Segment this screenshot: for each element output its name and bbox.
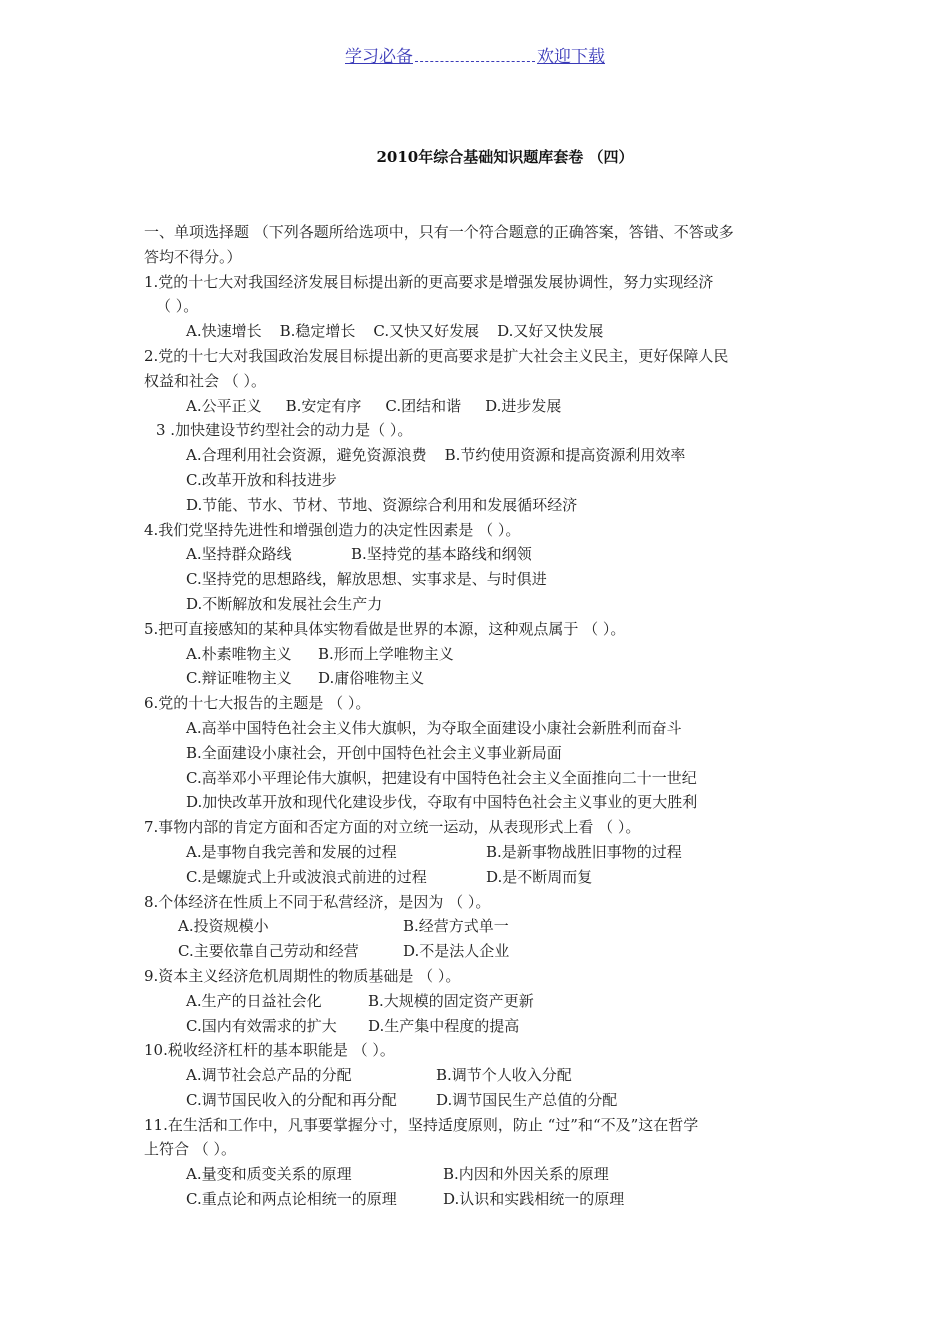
- option-b: B.内因和外因关系的原理: [443, 1165, 609, 1184]
- option-c: C.重点论和两点论相统一的原理: [186, 1190, 397, 1209]
- question-4-stem: 4.我们党坚持先进性和增强创造力的决定性因素是 （ ）。: [144, 520, 521, 539]
- option-a: A.快速增长: [186, 322, 262, 341]
- document-title: 2010年综合基础知识题库套卷 （四）: [376, 148, 634, 166]
- question-2-stem-cont: 权益和社会 （ ）。: [144, 371, 267, 390]
- question-1-stem: 1.党的十七大对我国经济发展目标提出新的更高要求是增强发展协调性，努力实现经济: [144, 272, 714, 291]
- option-b: B.稳定增长: [279, 322, 356, 341]
- option-d: D.是不断周而复: [486, 867, 593, 886]
- question-8-options-ab: [144, 914, 814, 939]
- option-d: D.不是法人企业: [403, 942, 510, 961]
- question-6-option-b: B.全面建设小康社会，开创中国特色社会主义事业新局面: [186, 743, 562, 762]
- question-1-options: [144, 319, 814, 344]
- question-7-options-cd: [144, 865, 814, 890]
- question-11-options-ab: [144, 1162, 814, 1187]
- header-left-text: 学习必备: [345, 47, 413, 67]
- option-c: C.调节国民收入的分配和再分配: [186, 1090, 397, 1109]
- question-4-options-ab: [144, 542, 814, 567]
- question-6-stem: 6.党的十七大报告的主题是 （ ）。: [144, 694, 371, 713]
- question-5-options-cd: [144, 666, 814, 691]
- question-9-options-cd: [144, 1014, 814, 1039]
- question-8-options-cd: [144, 939, 814, 964]
- option-c: C.又快又好发展: [373, 322, 480, 341]
- option-b: B.节约使用资源和提高资源利用效率: [444, 446, 686, 465]
- header-dash-line: [415, 49, 535, 62]
- option-a: A.公平正义: [186, 396, 262, 415]
- option-b: B.坚持党的基本路线和纲领: [351, 545, 532, 564]
- question-11-stem: 11.在生活和工作中，凡事要掌握分寸，坚持适度原则，防止 “过”和“不及”这在哲学: [144, 1115, 699, 1134]
- question-10-stem: 10.税收经济杠杆的基本职能是 （ ）。: [144, 1041, 395, 1060]
- option-c: C.团结和谐: [385, 396, 462, 415]
- question-7-stem: 7.事物内部的肯定方面和否定方面的对立统一运动，从表现形式上看 （ ）。: [144, 818, 641, 837]
- question-1-stem-cont: （ ）。: [156, 297, 199, 316]
- option-b: B.调节个人收入分配: [436, 1066, 572, 1085]
- option-a: A.调节社会总产品的分配: [186, 1066, 352, 1085]
- question-11-options-cd: [144, 1187, 814, 1212]
- question-9-stem: 9.资本主义经济危机周期性的物质基础是 （ ）。: [144, 966, 461, 985]
- option-d: D.庸俗唯物主义: [318, 669, 425, 688]
- question-5-options-ab: [144, 642, 814, 667]
- question-11-stem-cont: 上符合 （ ）。: [144, 1140, 237, 1159]
- option-a: A.量变和质变关系的原理: [186, 1165, 352, 1184]
- question-3-options-ab: [144, 443, 814, 468]
- question-2-stem: 2.党的十七大对我国政治发展目标提出新的更高要求是扩大社会主义民主，更好保障人民: [144, 346, 729, 365]
- option-a: A.生产的日益社会化: [186, 991, 322, 1010]
- option-a: A.坚持群众路线: [186, 545, 292, 564]
- question-4-option-d: D.不断解放和发展社会生产力: [186, 594, 383, 613]
- question-8-stem: 8.个体经济在性质上不同于私营经济，是因为 （ ）。: [144, 892, 491, 911]
- option-c: C.国内有效需求的扩大: [186, 1016, 337, 1035]
- question-7-options-ab: [144, 840, 814, 865]
- option-c: C.主要依靠自己劳动和经营: [178, 942, 359, 961]
- option-b: B.经营方式单一: [403, 917, 509, 936]
- page-header: [0, 42, 950, 67]
- question-3-option-c: C.改革开放和科技进步: [186, 470, 337, 489]
- option-d: D.进步发展: [485, 396, 562, 415]
- option-a: A.是事物自我完善和发展的过程: [186, 842, 397, 861]
- option-a: A.合理利用社会资源，避免资源浪费: [186, 446, 427, 465]
- option-c: C.辩证唯物主义: [186, 669, 292, 688]
- option-d: D.调节国民生产总值的分配: [436, 1090, 618, 1109]
- question-3-option-d: D.节能、节水、节材、节地、资源综合利用和发展循环经济: [186, 495, 578, 514]
- question-6-option-c: C.高举邓小平理论伟大旗帜，把建设有中国特色社会主义全面推向二十一世纪: [186, 768, 697, 787]
- question-6-option-a: A.高举中国特色社会主义伟大旗帜，为夺取全面建设小康社会新胜利而奋斗: [186, 718, 682, 737]
- option-b: B.形而上学唯物主义: [318, 644, 454, 663]
- option-d: D.又好又快发展: [497, 322, 604, 341]
- question-10-options-cd: [144, 1088, 814, 1113]
- question-5-stem: 5.把可直接感知的某种具体实物看做是世界的本源，这种观点属于 （ ）。: [144, 619, 626, 638]
- document-body: [144, 220, 814, 1212]
- option-d: D.认识和实践相统一的原理: [443, 1190, 625, 1209]
- option-b: B.大规模的固定资产更新: [368, 991, 534, 1010]
- question-9-options-ab: [144, 989, 814, 1014]
- question-4-option-c: C.坚持党的思想路线，解放思想、实事求是、与时俱进: [186, 570, 547, 589]
- section-heading: 一、单项选择题 （下列各题所给选项中，只有一个符合题意的正确答案，答错、不答或多: [144, 223, 734, 241]
- section-heading-cont: 答均不得分。）: [144, 247, 242, 266]
- option-b: B.是新事物战胜旧事物的过程: [486, 842, 682, 861]
- option-b: B.安定有序: [285, 396, 362, 415]
- option-a: A.朴素唯物主义: [186, 644, 292, 663]
- question-3-stem: 3 .加快建设节约型社会的动力是（ ）。: [156, 421, 413, 440]
- option-a: A.投资规模小: [178, 917, 269, 936]
- question-2-options: [144, 394, 814, 419]
- header-right-text: 欢迎下载: [537, 47, 605, 67]
- question-10-options-ab: [144, 1063, 814, 1088]
- option-c: C.是螺旋式上升或波浪式前进的过程: [186, 867, 427, 886]
- question-6-option-d: D.加快改革开放和现代化建设步伐，夺取有中国特色社会主义事业的更大胜利: [186, 793, 698, 812]
- option-d: D.生产集中程度的提高: [368, 1016, 520, 1035]
